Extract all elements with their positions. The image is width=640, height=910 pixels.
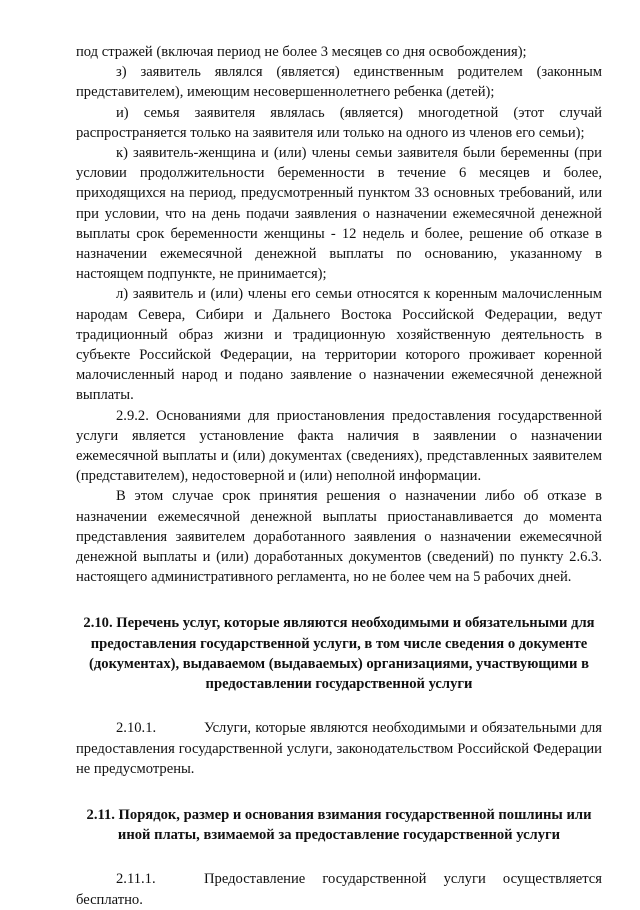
paragraph-2-11-1 — [76, 869, 602, 909]
item-text-2-10-1: Услуги, которые являются необходимыми и обязательными для предоставления государственной услуги, законодательством Российской Федерации не предусмотрены. — [76, 720, 602, 777]
paragraph-continuation: под стражей (включая период не более 3 месяцев со дня освобождения); — [76, 44, 527, 60]
section-heading-2-11: 2.11. Порядок, размер и основания взимания государственной пошлины или иной платы, взимаемой за предоставление государственной услуги — [86, 806, 592, 844]
item-number-2-11-1: 2.11.1. — [116, 871, 156, 888]
section-heading-2-10: 2.10. Перечень услуг, которые являются необходимыми и обязательными для предоставления государственной услуги, в том числе сведения о документе (документах), выдаваемом (выдаваемых) организациями, участвующими в предоставлении государственной услуги — [83, 615, 595, 693]
item-text-2-11-1: Предоставление государственной услуги осуществляется бесплатно. — [76, 871, 602, 908]
paragraph-item-i: и) семья заявителя являлась (является) многодетной (этот случай распространяется только на заявителя или только на одного из членов его семьи); — [76, 104, 602, 141]
paragraph-item-z: з) заявитель являлся (является) единственным родителем (законным представителем), имеющим несовершеннолетнего ребенка (детей); — [76, 64, 602, 101]
paragraph-item-k: к) заявитель-женщина и (или) члены семьи заявителя были беременны (при условии продолжительности беременности в течение 6 месяцев и более, приходящихся на период, предусмотренный пунктом 33 основных требований, или при условии, что на день подачи заявления о назначении ежемесячной денежной выплаты срок беременности женщины - 12 недель и более, решение об отказе в назначении ежемесячной денежной выплаты по основанию, указанному в настоящем подпункте, не принимается); — [76, 145, 602, 283]
paragraph-suspension-term: В этом случае срок принятия решения о назначении либо об отказе в назначении ежемесячной денежной выплаты приостанавливается до момента представления заявителем доработанного заявления о назначении ежемесячной денежной выплаты и (или) доработанных документов (сведений) по пункту 2.6.3. настоящего административного регламента, но не более чем на 5 рабочих дней. — [76, 488, 602, 586]
item-number-2-10-1: 2.10.1. — [116, 720, 157, 737]
paragraph-2-10-1 — [76, 718, 602, 779]
paragraph-item-l: л) заявитель и (или) члены его семьи относятся к коренным малочисленным народам Севера, Сибири и Дальнего Востока Российской Федерации, ведут традиционный образ жизни и традиционную хозяйственную деятельность в субъекте Российской Федерации, на территории которого проживает коренной малочисленный народ и подано заявление о назначении ежемесячной денежной выплаты. — [76, 286, 602, 404]
paragraph-2-9-2: 2.9.2. Основаниями для приостановления предоставления государственной услуги является установление факта наличия в заявлении о назначении ежемесячной выплаты и (или) документах (сведениях), представленных заявителем (представителем), недостоверной и (или) неполной информации. — [76, 407, 602, 485]
